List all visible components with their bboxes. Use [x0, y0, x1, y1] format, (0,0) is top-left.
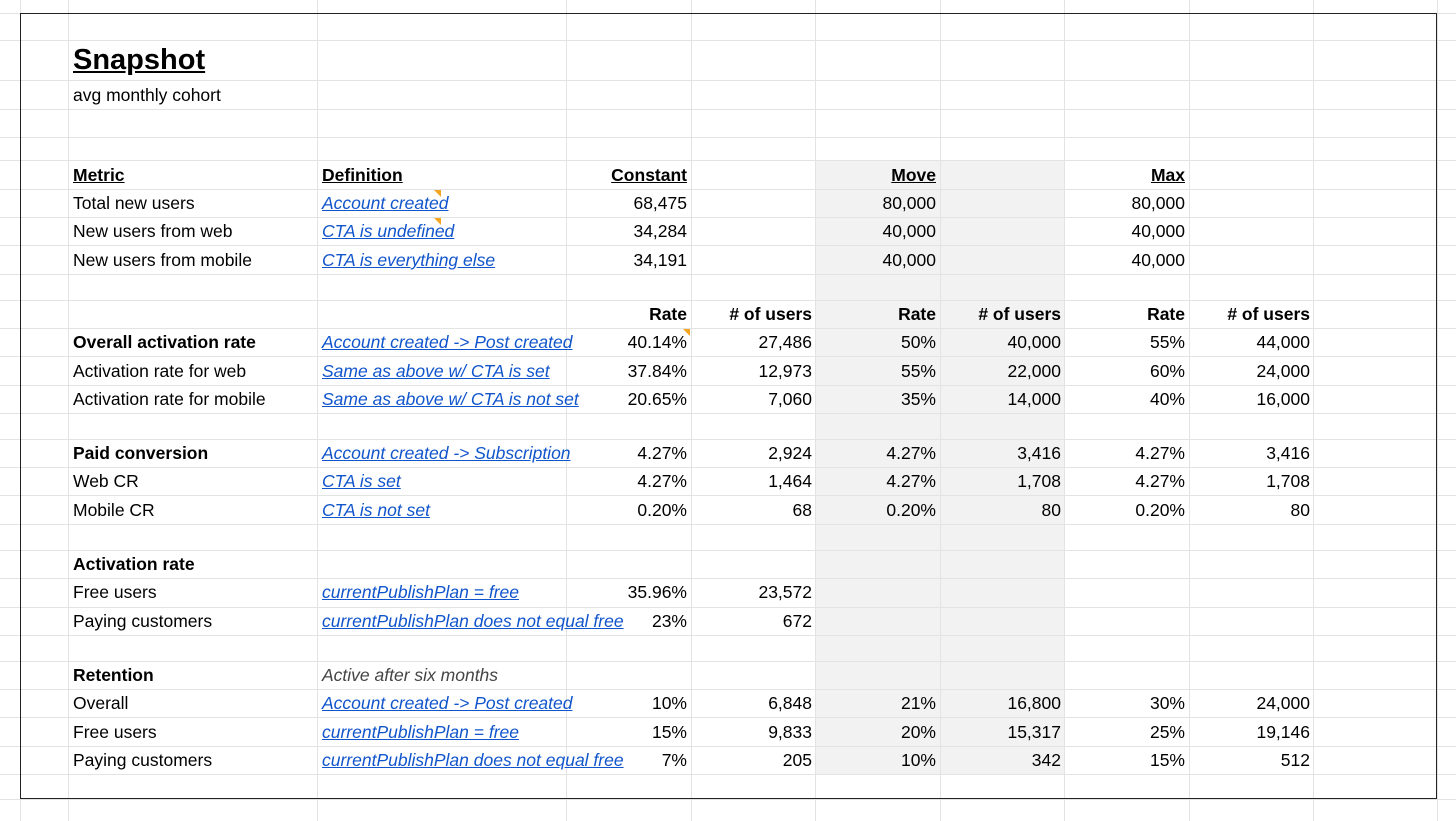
sheet-subtitle: avg monthly cohort [73, 85, 221, 105]
paid-definition-2[interactable] [318, 496, 566, 524]
activation-definition-link-2[interactable]: Same as above w/ CTA is not set [322, 389, 579, 409]
grid-row-line [0, 13, 1456, 14]
paid-m-users-1[interactable]: 1,708 [1017, 471, 1061, 491]
subheader-constant-rate[interactable]: Rate [649, 304, 687, 324]
activation-c-rate-0[interactable]: 40.14% [627, 332, 687, 352]
grid-row-line [0, 109, 1456, 110]
activation-c-users-1[interactable]: 12,973 [758, 361, 812, 381]
users-definition-1[interactable] [318, 217, 566, 245]
users-constant-0[interactable]: 68,475 [633, 193, 687, 213]
activation-metric-2[interactable]: Activation rate for mobile [73, 389, 266, 409]
paid-m-users-0[interactable]: 3,416 [1017, 443, 1061, 463]
grid-row-line [0, 274, 1456, 275]
activation-x-rate-0[interactable]: 55% [1149, 332, 1185, 352]
users-metric-0[interactable]: Total new users [73, 193, 195, 213]
paid-metric-1[interactable]: Web CR [73, 471, 139, 491]
activation-m-rate-2[interactable]: 35% [900, 389, 936, 409]
ar-c-rate-1[interactable]: 23% [651, 611, 687, 631]
activation-definition-link-0[interactable]: Account created -> Post created [322, 332, 573, 352]
ret-m-rate-2[interactable]: 10% [900, 750, 936, 770]
grid-column-line [1437, 0, 1438, 821]
retention-note[interactable]: Active after six months [322, 665, 499, 685]
paid-x-rate-2[interactable]: 0.20% [1135, 500, 1185, 520]
users-move-2[interactable]: 40,000 [882, 250, 936, 270]
paid-x-users-1[interactable]: 1,708 [1266, 471, 1310, 491]
grid-row-line [0, 137, 1456, 138]
ar-c-users-0[interactable]: 23,572 [758, 582, 812, 602]
users-max-2[interactable]: 40,000 [1131, 250, 1185, 270]
users-constant-1[interactable]: 34,284 [633, 221, 687, 241]
activation-x-rate-1[interactable]: 60% [1149, 361, 1185, 381]
users-move-0[interactable]: 80,000 [882, 193, 936, 213]
grid-row-line [0, 80, 1456, 81]
ar-c-users-1[interactable]: 672 [782, 611, 812, 631]
paid-c-users-1[interactable]: 1,464 [768, 471, 812, 491]
activation-x-rate-2[interactable]: 40% [1149, 389, 1185, 409]
users-definition-link-1[interactable]: CTA is undefined [322, 221, 455, 241]
grid-column-line [20, 0, 21, 821]
users-definition-0[interactable] [318, 189, 566, 217]
ret-m-rate-0[interactable]: 21% [900, 693, 936, 713]
header-definition[interactable]: Definition [322, 165, 403, 185]
activation-x-users-1[interactable]: 24,000 [1256, 361, 1310, 381]
subheader-constant-users[interactable]: # of users [729, 304, 812, 324]
paid-definition-1[interactable] [318, 467, 566, 495]
paid-definition-link-1[interactable]: CTA is set [322, 471, 401, 491]
ret-x-rate-2[interactable]: 15% [1149, 750, 1185, 770]
ret-definition-link-2[interactable]: currentPublishPlan does not equal free [322, 750, 624, 770]
grid-row-line [0, 524, 1456, 525]
retention-heading[interactable]: Retention [73, 665, 154, 685]
ar-metric-0[interactable]: Free users [73, 582, 157, 602]
activation-c-rate-1[interactable]: 37.84% [627, 361, 687, 381]
paid-x-users-2[interactable]: 80 [1290, 500, 1310, 520]
activation-definition-0[interactable] [318, 328, 573, 356]
users-definition-link-0[interactable]: Account created [322, 193, 449, 213]
grid-row-line [0, 799, 1456, 800]
users-definition-link-2[interactable]: CTA is everything else [322, 250, 496, 270]
activation-m-rate-0[interactable]: 50% [900, 332, 936, 352]
activation-metric-0[interactable]: Overall activation rate [73, 332, 256, 352]
paid-c-users-2[interactable]: 68 [792, 500, 812, 520]
paid-m-users-2[interactable]: 80 [1041, 500, 1061, 520]
users-max-0[interactable]: 80,000 [1131, 193, 1185, 213]
paid-m-rate-0[interactable]: 4.27% [886, 443, 936, 463]
users-constant-2[interactable]: 34,191 [633, 250, 687, 270]
paid-metric-2[interactable]: Mobile CR [73, 500, 155, 520]
ret-metric-1[interactable]: Free users [73, 722, 157, 742]
paid-c-rate-1[interactable]: 4.27% [637, 471, 687, 491]
users-move-1[interactable]: 40,000 [882, 221, 936, 241]
ret-x-rate-0[interactable]: 30% [1149, 693, 1185, 713]
ret-m-users-2[interactable]: 342 [1031, 750, 1061, 770]
paid-definition-link-0[interactable]: Account created -> Subscription [322, 443, 571, 463]
comment-marker-icon[interactable] [434, 218, 441, 225]
users-max-1[interactable]: 40,000 [1131, 221, 1185, 241]
activation-x-users-2[interactable]: 16,000 [1256, 389, 1310, 409]
ret-m-users-1[interactable]: 15,317 [1007, 722, 1061, 742]
ar-definition-1[interactable] [318, 607, 624, 635]
paid-c-rate-0[interactable]: 4.27% [637, 443, 687, 463]
users-metric-2[interactable]: New users from mobile [73, 250, 252, 270]
ret-x-users-0[interactable]: 24,000 [1256, 693, 1310, 713]
paid-definition-link-2[interactable]: CTA is not set [322, 500, 430, 520]
ar-definition-link-1[interactable]: currentPublishPlan does not equal free [322, 611, 624, 631]
ret-m-users-0[interactable]: 16,800 [1007, 693, 1061, 713]
ret-c-users-2[interactable]: 205 [782, 750, 812, 770]
grid-row-line [0, 413, 1456, 414]
ret-definition-link-0[interactable]: Account created -> Post created [322, 693, 573, 713]
paid-x-rate-0[interactable]: 4.27% [1135, 443, 1185, 463]
grid-row-line [0, 635, 1456, 636]
paid-c-rate-2[interactable]: 0.20% [637, 500, 687, 520]
ret-c-users-0[interactable]: 6,848 [768, 693, 812, 713]
activation-c-users-2[interactable]: 7,060 [768, 389, 812, 409]
paid-m-rate-1[interactable]: 4.27% [886, 471, 936, 491]
ret-definition-0[interactable] [318, 689, 573, 717]
ar-definition-0[interactable] [318, 578, 566, 606]
activation-m-users-1[interactable]: 22,000 [1007, 361, 1061, 381]
activation-rate-heading[interactable]: Activation rate [73, 554, 195, 574]
grid-row-line [0, 774, 1456, 775]
paid-m-rate-2[interactable]: 0.20% [886, 500, 936, 520]
ret-c-users-1[interactable]: 9,833 [768, 722, 812, 742]
ret-metric-0[interactable]: Overall [73, 693, 129, 713]
ret-definition-1[interactable] [318, 718, 566, 746]
header-move[interactable]: Move [891, 165, 936, 185]
paid-definition-0[interactable] [318, 439, 571, 467]
activation-m-users-2[interactable]: 14,000 [1007, 389, 1061, 409]
activation-definition-link-1[interactable]: Same as above w/ CTA is set [322, 361, 550, 381]
subheader-max-users[interactable]: # of users [1227, 304, 1310, 324]
ar-c-rate-0[interactable]: 35.96% [627, 582, 687, 602]
subheader-move-users[interactable]: # of users [978, 304, 1061, 324]
ret-c-rate-0[interactable]: 10% [651, 693, 687, 713]
header-max[interactable]: Max [1150, 165, 1185, 185]
header-metric[interactable]: Metric [73, 165, 125, 185]
ret-x-rate-1[interactable]: 25% [1149, 722, 1185, 742]
paid-x-rate-1[interactable]: 4.27% [1135, 471, 1185, 491]
paid-c-users-0[interactable]: 2,924 [768, 443, 812, 463]
activation-metric-1[interactable]: Activation rate for web [73, 361, 247, 381]
users-definition-2[interactable] [318, 246, 566, 274]
grid-row-line [0, 40, 1456, 41]
sheet-title: Snapshot [73, 44, 206, 76]
activation-definition-1[interactable] [318, 357, 566, 385]
ret-c-rate-2[interactable]: 7% [661, 750, 687, 770]
activation-x-users-0[interactable]: 44,000 [1256, 332, 1310, 352]
ret-c-rate-1[interactable]: 15% [651, 722, 687, 742]
activation-c-rate-2[interactable]: 20.65% [627, 389, 687, 409]
activation-c-users-0[interactable]: 27,486 [758, 332, 812, 352]
ar-definition-link-0[interactable]: currentPublishPlan = free [322, 582, 519, 602]
ret-definition-2[interactable] [318, 746, 624, 774]
ret-metric-2[interactable]: Paying customers [73, 750, 213, 770]
paid-metric-0[interactable]: Paid conversion [73, 443, 209, 463]
ar-metric-1[interactable]: Paying customers [73, 611, 213, 631]
header-constant[interactable]: Constant [611, 165, 687, 185]
ret-m-rate-1[interactable]: 20% [900, 722, 936, 742]
subheader-max-rate[interactable]: Rate [1147, 304, 1185, 324]
users-metric-1[interactable]: New users from web [73, 221, 233, 241]
comment-marker-icon[interactable] [434, 190, 441, 197]
ret-definition-link-1[interactable]: currentPublishPlan = free [322, 722, 519, 742]
paid-x-users-0[interactable]: 3,416 [1266, 443, 1310, 463]
subheader-move-rate[interactable]: Rate [898, 304, 936, 324]
activation-m-users-0[interactable]: 40,000 [1007, 332, 1061, 352]
activation-definition-2[interactable] [318, 385, 579, 413]
ret-x-users-1[interactable]: 19,146 [1256, 722, 1310, 742]
ret-x-users-2[interactable]: 512 [1280, 750, 1310, 770]
activation-m-rate-1[interactable]: 55% [900, 361, 936, 381]
